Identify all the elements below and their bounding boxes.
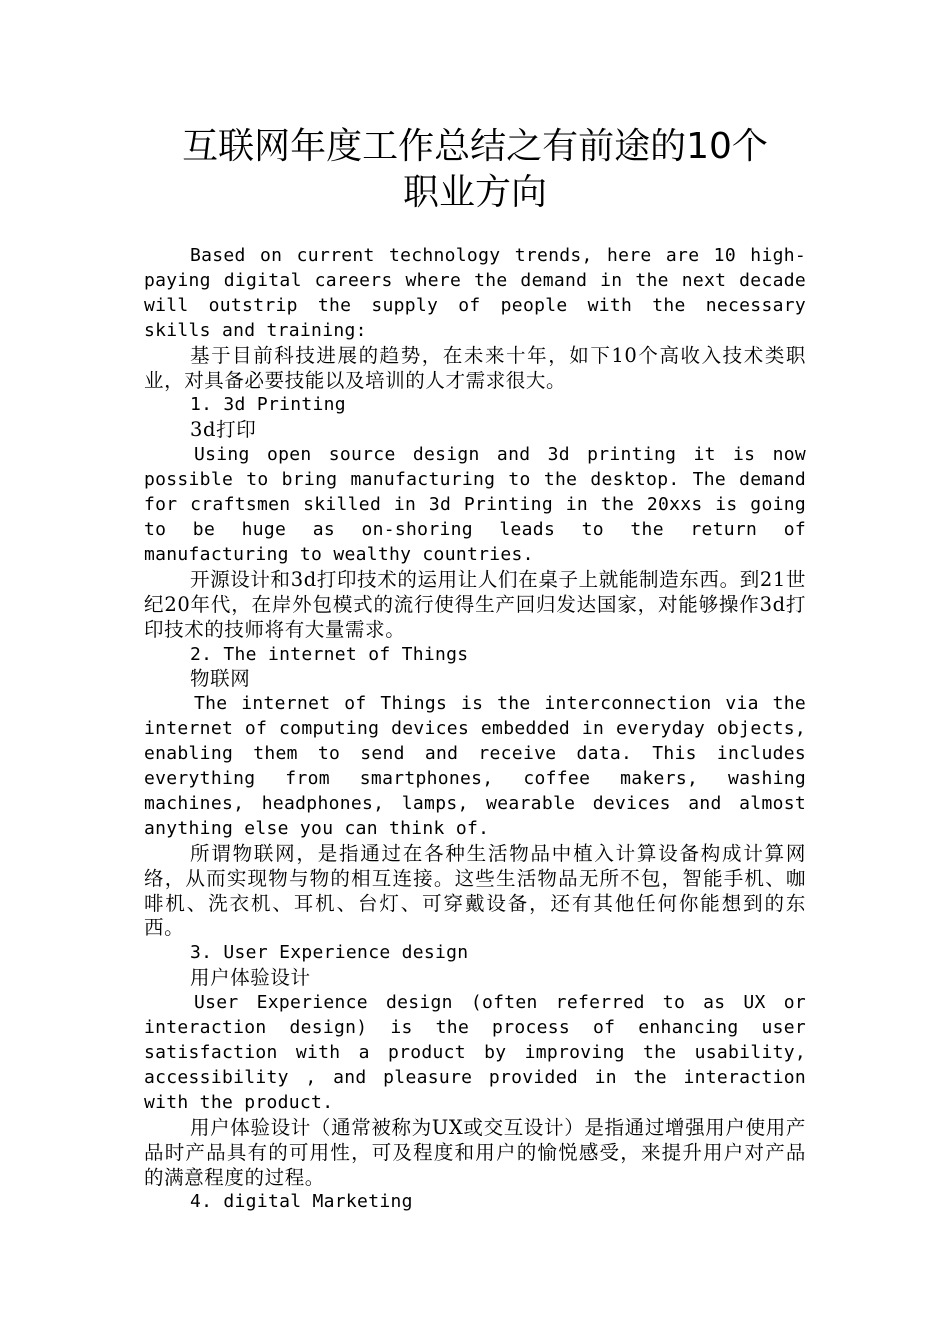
section-1-body-chinese: 开源设计和3d打印技术的运用让人们在桌子上就能制造东西。到21世纪20年代，在岸外包模式的流行使得生产回归发达国家，对能够操作3d打印技术的技师将有大量需求。	[144, 567, 806, 641]
section-4-heading-english: 4. digital Marketing	[190, 1191, 413, 1213]
section-1-heading-english: 1. 3d Printing	[190, 394, 346, 416]
section-3-body-chinese: 用户体验设计（通常被称为UX或交互设计）是指通过增强用户使用产品时产品具有的可用性，可及程度和用户的愉悦感受，来提升用户对产品的满意程度的过程。	[144, 1115, 806, 1189]
section-1-heading-chinese: 3d打印	[190, 418, 257, 442]
intro-chinese: 基于目前科技进展的趋势，在未来十年，如下10个高收入技术类职业，对具备必要技能以及培训的人才需求很大。	[144, 343, 806, 392]
document-page	[144, 124, 806, 1215]
section-2-body-chinese: 所谓物联网，是指通过在各种生活物品中植入计算设备构成计算网络，从而实现物与物的相互连接。这些生活物品无所不包，智能手机、咖啡机、洗衣机、耳机、台灯、可穿戴设备，还有其他任何你能想到的东西。	[144, 841, 806, 940]
section-3-heading-chinese: 用户体验设计	[190, 966, 311, 990]
section-3-body-english: User Experience design (often referred to as UX or interaction design) is the process of enhancing user satisfaction with a product by improving the usability, accessibility , and pleasure provided in the interaction with the product.	[144, 992, 806, 1113]
section-2-heading-english: 2. The internet of Things	[190, 643, 469, 665]
title-line-1: 互联网年度工作总结之有前途的10个	[182, 126, 768, 167]
section-2-heading-chinese: 物联网	[190, 667, 251, 691]
section-3-heading-english: 3. User Experience design	[190, 942, 469, 964]
intro-english: Based on current technology trends, here are 10 high-paying digital careers where the demand in the next decade will outstrip the supply of people with the necessary skills and training:	[144, 245, 806, 341]
document-title	[144, 124, 806, 216]
section-2-body-english: The internet of Things is the interconnection via the internet of computing devices embedded in everyday objects, enabling them to send and receive data. This includes everything from smartphones, coffee makers, washing machines, headphones, lamps, wearable devices and almost anything else you can think of.	[144, 693, 806, 839]
section-1-body-english: Using open source design and 3d printing it is now possible to bring manufacturing to the desktop. The demand for craftsmen skilled in 3d Printing in the 20xxs is going to be huge as on-shoring leads to the return of manufacturing to wealthy countries.	[144, 444, 806, 565]
title-line-2: 职业方向	[402, 172, 547, 213]
